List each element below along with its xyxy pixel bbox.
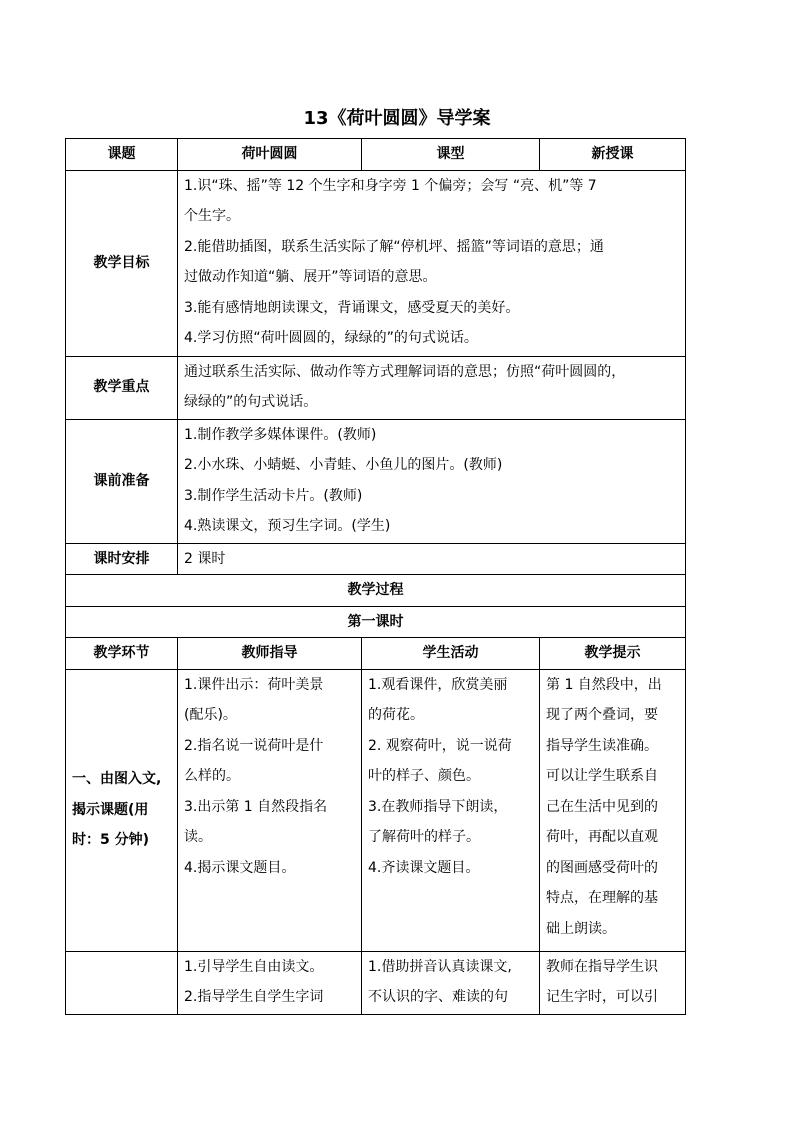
step2-student-line: 1.借助拼音认真读课文, bbox=[368, 958, 512, 975]
step1-tips-line: 特点，在理解的基 bbox=[546, 890, 658, 906]
schedule-value: 2 课时 bbox=[178, 543, 686, 575]
goals-line: 4.学习仿照“荷叶圆圆的，绿绿的”的句式说话。 bbox=[184, 330, 478, 346]
header-topic-label: 课题 bbox=[66, 139, 178, 171]
process-header-tips: 教学提示 bbox=[540, 638, 686, 670]
goals-label: 教学目标 bbox=[66, 170, 178, 356]
step1-student bbox=[362, 669, 540, 951]
process-header-step: 教学环节 bbox=[66, 638, 178, 670]
goals-line: 个生字。 bbox=[184, 208, 240, 224]
key-line: 通过联系生活实际、做动作等方式理解词语的意思；仿照“荷叶圆圆的， bbox=[184, 363, 626, 380]
step2-tips bbox=[540, 951, 686, 1014]
step1-tips-line: 己在生活中见到的 bbox=[546, 798, 658, 815]
step2-student bbox=[362, 951, 540, 1014]
step1-label-line: 揭示课题(用 bbox=[72, 801, 149, 818]
step2-label bbox=[66, 951, 178, 1014]
schedule-row bbox=[66, 543, 686, 575]
step1-label bbox=[66, 669, 178, 951]
step1-student-line: 1.观看课件，欣赏美丽 bbox=[368, 676, 508, 693]
header-type-value: 新授课 bbox=[540, 139, 686, 171]
header-topic-value: 荷叶圆圆 bbox=[178, 139, 362, 171]
step1-teacher-line: 么样的。 bbox=[184, 768, 240, 784]
step1-tips-line: 荷叶，再配以直观 bbox=[546, 829, 658, 845]
step1-student-line: 的荷花。 bbox=[368, 707, 424, 723]
period-title-row bbox=[66, 606, 686, 638]
step1-tips bbox=[540, 669, 686, 951]
step2-teacher-line: 1.引导学生自由读文。 bbox=[184, 958, 324, 975]
step1-student-line: 了解荷叶的样子。 bbox=[368, 829, 480, 845]
step1-label-line: 一、由图入文, bbox=[72, 771, 162, 788]
step1-row bbox=[66, 669, 686, 951]
step1-tips-line: 指导学生读准确。 bbox=[546, 737, 658, 754]
lesson-plan-table bbox=[65, 138, 686, 1015]
process-header-teacher: 教师指导 bbox=[178, 638, 362, 670]
prep-line: 3.制作学生活动卡片。(教师) bbox=[184, 487, 363, 504]
step1-teacher-line: (配乐)。 bbox=[184, 707, 237, 723]
step1-tips-line: 础上朗读。 bbox=[546, 920, 616, 937]
step2-tips-line: 记生字时，可以引 bbox=[546, 989, 658, 1005]
step2-tips-line: 教师在指导学生识 bbox=[546, 958, 658, 975]
step1-student-line: 叶的样子、颜色。 bbox=[368, 768, 480, 784]
goals-row bbox=[66, 170, 686, 356]
step1-label-line: 时：5 分钟) bbox=[72, 832, 150, 849]
step1-teacher-line: 读。 bbox=[184, 829, 212, 845]
goals-line: 3.能有感情地朗读课文，背诵课文，感受夏天的美好。 bbox=[184, 299, 520, 316]
step1-tips-line: 现了两个叠词，要 bbox=[546, 707, 658, 723]
step1-teacher-line: 3.出示第 1 自然段指名 bbox=[184, 798, 328, 815]
prep-row bbox=[66, 419, 686, 543]
key-line: 绿绿的”的句式说话。 bbox=[184, 394, 318, 410]
step1-teacher bbox=[178, 669, 362, 951]
prep-line: 4.熟读课文，预习生字词。(学生) bbox=[184, 518, 391, 534]
step1-teacher-line: 4.揭示课文题目。 bbox=[184, 859, 296, 876]
step2-row bbox=[66, 951, 686, 1014]
step2-student-line: 不认识的字、难读的句 bbox=[368, 989, 508, 1005]
step2-teacher-line: 2.指导学生自学生字词 bbox=[184, 989, 324, 1005]
schedule-label: 课时安排 bbox=[66, 543, 178, 575]
step1-teacher-line: 1.课件出示：荷叶美景 bbox=[184, 676, 324, 693]
header-type-label: 课型 bbox=[362, 139, 540, 171]
prep-line: 1.制作教学多媒体课件。(教师) bbox=[184, 426, 377, 443]
key-row bbox=[66, 356, 686, 419]
goals-content bbox=[178, 170, 686, 356]
prep-line: 2.小水珠、小蜻蜓、小青蛙、小鱼儿的图片。(教师) bbox=[184, 457, 503, 473]
step1-student-line: 2. 观察荷叶，说一说荷 bbox=[368, 737, 512, 754]
period-title: 第一课时 bbox=[66, 606, 686, 638]
key-content bbox=[178, 356, 686, 419]
step1-student-line: 4.齐读课文题目。 bbox=[368, 859, 480, 876]
process-header-row bbox=[66, 638, 686, 670]
goals-line: 1.识“珠、摇”等 12 个生字和身字旁 1 个偏旁；会写 “亮、机”等 7 bbox=[184, 177, 597, 194]
step1-student-line: 3.在教师指导下朗读， bbox=[368, 798, 508, 815]
prep-label: 课前准备 bbox=[66, 419, 178, 543]
process-header-student: 学生活动 bbox=[362, 638, 540, 670]
step1-tips-line: 可以让学生联系自 bbox=[546, 768, 658, 784]
process-title: 教学过程 bbox=[66, 575, 686, 607]
header-row bbox=[66, 139, 686, 171]
step1-tips-line: 的图画感受荷叶的 bbox=[546, 859, 658, 876]
process-title-row bbox=[66, 575, 686, 607]
goals-line: 过做动作知道“躺、展开”等词语的意思。 bbox=[184, 269, 437, 285]
step2-teacher bbox=[178, 951, 362, 1014]
step1-tips-line: 第 1 自然段中，出 bbox=[546, 676, 662, 693]
step1-teacher-line: 2.指名说一说荷叶是什 bbox=[184, 737, 324, 754]
document-title: 13《荷叶圆圆》导学案 bbox=[303, 108, 491, 129]
key-label: 教学重点 bbox=[66, 356, 178, 419]
prep-content bbox=[178, 419, 686, 543]
goals-line: 2.能借助插图，联系生活实际了解“停机坪、摇篮”等词语的意思；通 bbox=[184, 238, 604, 255]
